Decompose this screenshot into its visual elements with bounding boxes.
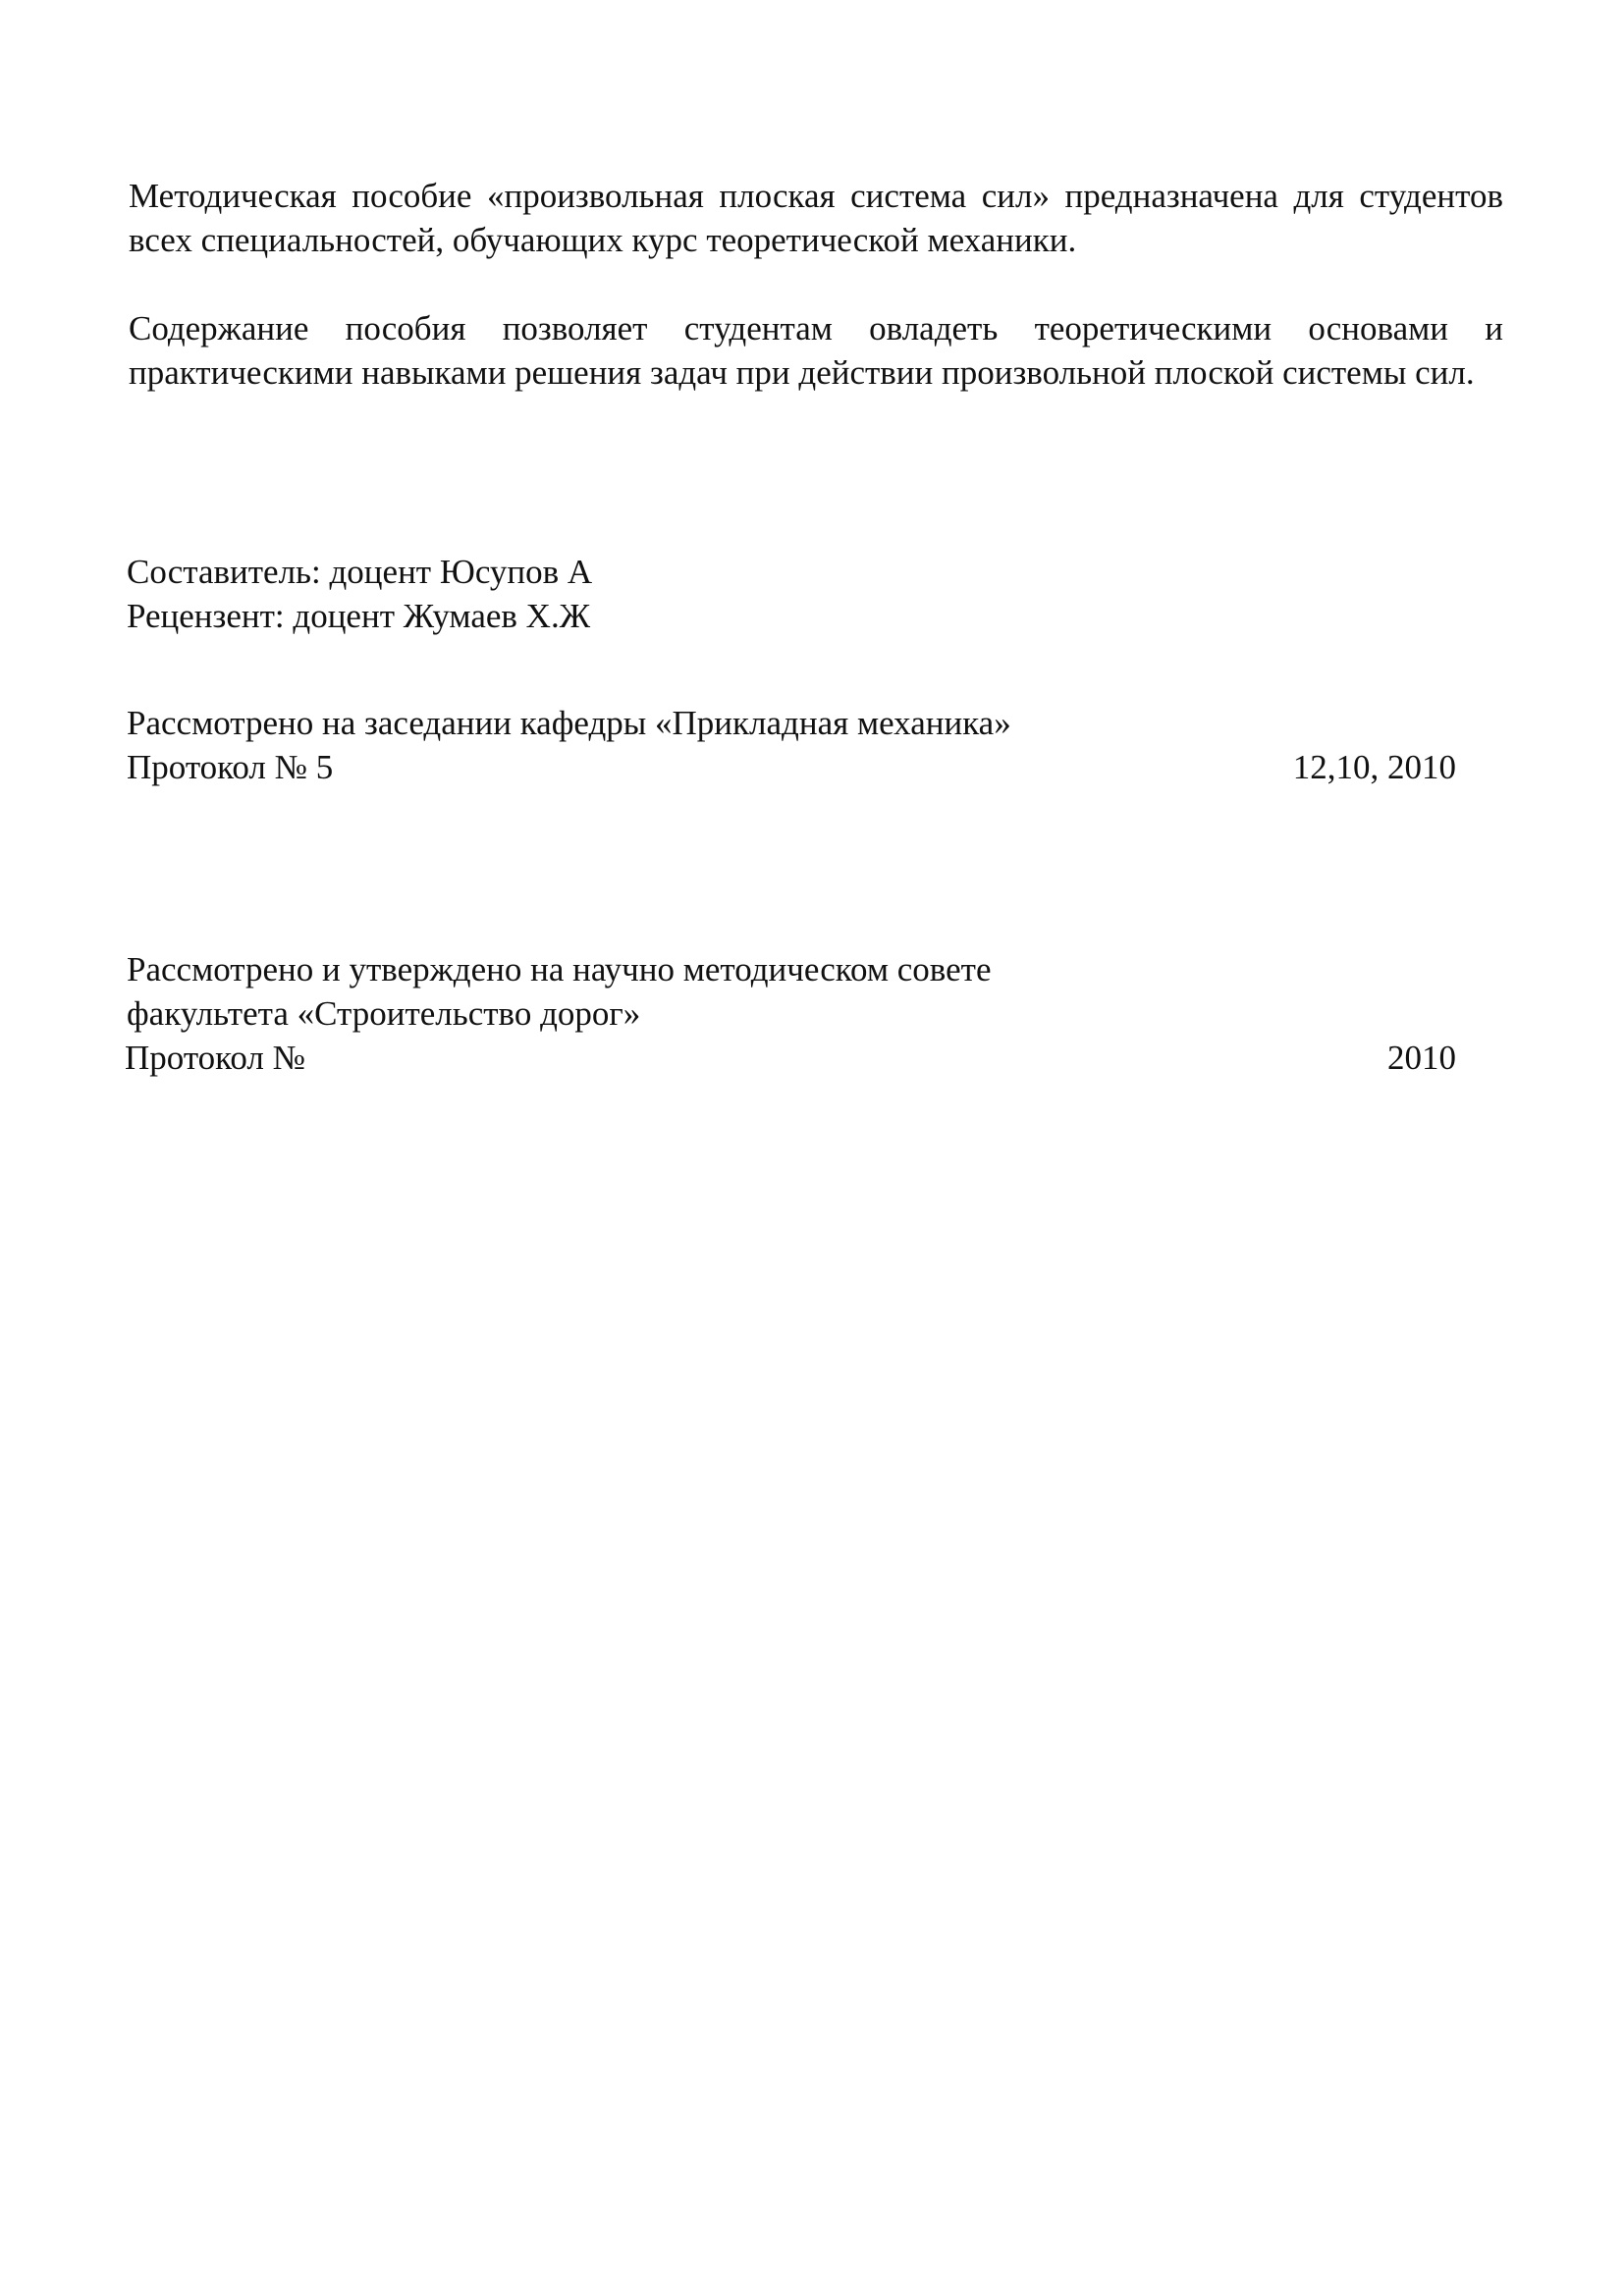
council-protocol-year: 2010 (1387, 1039, 1456, 1077)
council-review-line-2: факультета «Строительство дорог» (127, 994, 641, 1033)
council-protocol-row (125, 1036, 1456, 1080)
intro-paragraph: Методическая пособие «произвольная плоская система сил» предназначена для студентов всех специальностей, обучающих курс теоретической механики. (129, 177, 1503, 259)
department-protocol-date: 12,10, 2010 (1292, 748, 1456, 786)
compiler-line: Составитель: доцент Юсупов А (127, 553, 593, 591)
department-protocol: Протокол № 5 (127, 748, 334, 786)
contents-paragraph: Содержание пособия позволяет студентам овладеть теоретическими основами и практическими навыками решения задач при действии произвольной плоской системы сил. (129, 309, 1503, 392)
department-protocol-row (127, 745, 1456, 789)
authors-block (127, 550, 592, 638)
council-protocol: Протокол № (125, 1039, 306, 1077)
department-review-block (127, 701, 1456, 789)
department-review-line: Рассмотрено на заседании кафедры «Прикладная механика» (127, 704, 1011, 742)
reviewer-line: Рецензент: доцент Жумаев Х.Ж (127, 597, 591, 635)
council-review-block (125, 947, 1456, 1080)
council-review-line-1: Рассмотрено и утверждено на научно методическом совете (127, 950, 992, 988)
